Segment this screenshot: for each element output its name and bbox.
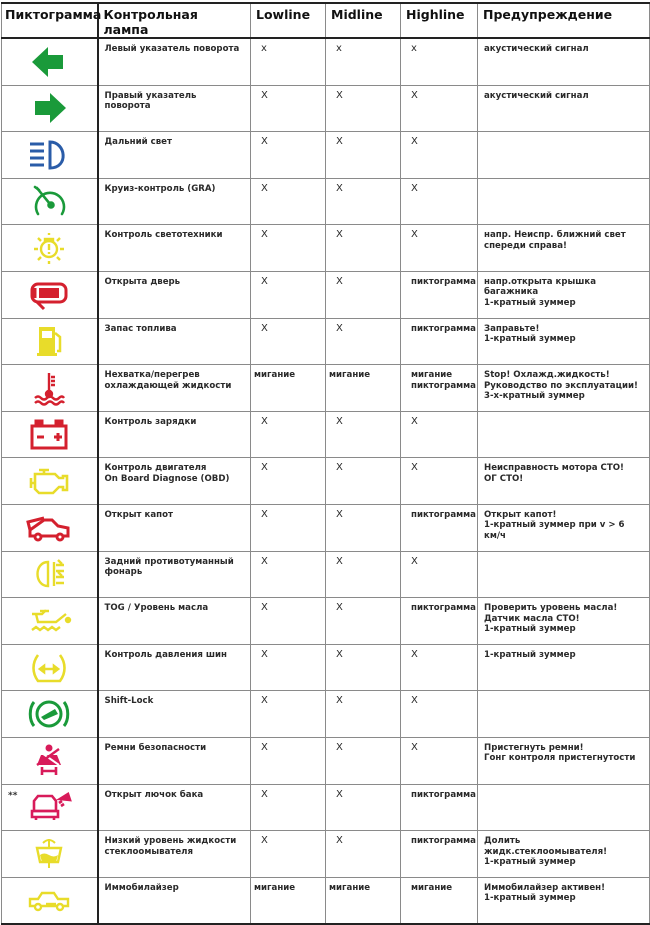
table-row [2, 271, 650, 318]
lamp-name-line: Открыта дверь [104, 276, 181, 287]
lamp-name-cell [98, 551, 251, 598]
warning-line: 1-кратный зуммер [484, 649, 576, 660]
lowline-cell: X [251, 644, 326, 691]
midline-cell: X [326, 551, 401, 598]
pictogram-cell [2, 831, 98, 878]
midline-cell: x [326, 38, 401, 85]
warning-line: спереди справа! [484, 240, 567, 251]
lowline-cell: X [251, 737, 326, 784]
lamp-name-line: Shift-Lock [104, 696, 154, 707]
table-row [2, 411, 650, 458]
warning-cell [478, 271, 650, 318]
tire-pressure-icon [2, 651, 97, 685]
oil-level-icon [2, 604, 97, 638]
table-row [2, 504, 650, 551]
warning-line: Проверить уровень масла! [484, 603, 618, 614]
coolant-temperature-icon [2, 370, 97, 406]
table-row [2, 737, 650, 784]
highline-cell: X [401, 178, 478, 225]
lamp-name-line: Открыт лючок бака [104, 789, 204, 800]
lamp-name-line: охлаждающей жидкости [104, 380, 232, 391]
lamp-name-cell [98, 458, 251, 505]
pictogram-cell [2, 877, 98, 924]
highline-cell: мигание пиктограмма [401, 365, 478, 412]
lamp-name-line: TOG / Уровень масла [104, 603, 209, 614]
table-row [2, 644, 650, 691]
table-row [2, 85, 650, 132]
warning-line: Stop! Охлажд.жидкость! [484, 370, 610, 381]
cruise-control-icon [2, 184, 97, 220]
midline-cell: X [326, 644, 401, 691]
lowline-cell: X [251, 178, 326, 225]
right-arrow-icon [2, 91, 97, 125]
highline-cell: пиктограмма [401, 831, 478, 878]
highline-cell: X [401, 411, 478, 458]
lamp-name-cell [98, 598, 251, 645]
lowline-cell: X [251, 225, 326, 272]
rear-fog-light-icon [2, 556, 97, 592]
lamp-name-cell [98, 691, 251, 738]
midline-cell: X [326, 504, 401, 551]
warning-cell [478, 318, 650, 365]
midline-cell: мигание [326, 365, 401, 412]
warning-line: напр.открыта крышка багажника [484, 276, 597, 298]
battery-icon [2, 418, 97, 452]
table-row [2, 784, 650, 831]
warning-line: Иммобилайзер активен! [484, 882, 606, 893]
warning-line: 3-х-кратный зуммер [484, 391, 585, 402]
warning-cell [478, 784, 650, 831]
lamp-name-cell [98, 504, 251, 551]
lamp-name-cell [98, 877, 251, 924]
warning-cell [478, 644, 650, 691]
pictogram-cell [2, 271, 98, 318]
warning-line: акустический сигнал [484, 44, 589, 54]
lowline-cell: X [251, 831, 326, 878]
pictogram-cell [2, 318, 98, 365]
warning-line: ОГ СТО! [484, 473, 524, 484]
pictogram-cell [2, 504, 98, 551]
lamp-name-line: Низкий уровень жидкости [104, 836, 237, 847]
lamp-name-line: Запас топлива [104, 323, 177, 334]
pictogram-cell [2, 737, 98, 784]
warning-line: 1-кратный зуммер [484, 624, 576, 635]
warning-line: 1-кратный зуммер при v > 6 км/ч [484, 520, 625, 541]
lowline-cell: X [251, 458, 326, 505]
table-row [2, 178, 650, 225]
header-warning: Предупреждение [478, 3, 650, 38]
warning-cell [478, 38, 650, 85]
highline-cell: X [401, 458, 478, 505]
highline-cell: X [401, 85, 478, 132]
shift-lock-icon [2, 696, 97, 732]
hood-open-icon [2, 512, 97, 544]
immobilizer-icon [2, 885, 97, 915]
highline-cell: пиктограмма [401, 318, 478, 365]
warning-cell [478, 877, 650, 924]
lamp-name-line: Левый указатель поворота [104, 44, 240, 54]
pictogram-cell [2, 458, 98, 505]
lamp-name-line: Ремни безопасности [104, 742, 207, 753]
warning-cell [478, 365, 650, 412]
lamp-name-line: Контроль светотехники [104, 230, 223, 241]
seat-belt-icon [2, 743, 97, 779]
lowline-cell: X [251, 85, 326, 132]
washer-fluid-icon [2, 836, 97, 872]
lamp-name-cell [98, 225, 251, 272]
lowline-cell: X [251, 504, 326, 551]
warning-line: 1-кратный зуммер [484, 893, 576, 904]
highline-cell: X [401, 691, 478, 738]
highline-cell: пиктограмма [401, 598, 478, 645]
fuel-pump-icon [2, 323, 97, 359]
highline-cell: X [401, 225, 478, 272]
midline-cell: X [326, 132, 401, 179]
warning-line: Руководство по эксплуатации! [484, 380, 638, 391]
table-row [2, 598, 650, 645]
warning-cell [478, 225, 650, 272]
footnote-marker: ** [8, 790, 18, 801]
warning-line: Неисправность мотора СТО! [484, 463, 624, 474]
high-beam-icon [2, 139, 97, 171]
pictogram-cell [2, 225, 98, 272]
table-row [2, 38, 650, 85]
midline-cell: мигание [326, 877, 401, 924]
warning-cell [478, 691, 650, 738]
lowline-cell: X [251, 318, 326, 365]
lamp-name-line: фонарь [104, 567, 143, 578]
lowline-cell: x [251, 38, 326, 85]
warning-cell [478, 178, 650, 225]
lamp-name-line: Нехватка/перегрев [104, 370, 200, 381]
warning-line: Заправьте! [484, 323, 540, 334]
table-row [2, 877, 650, 924]
table-row [2, 551, 650, 598]
midline-cell: X [326, 598, 401, 645]
lowline-cell: X [251, 784, 326, 831]
midline-cell: X [326, 691, 401, 738]
midline-cell: X [326, 225, 401, 272]
pictogram-cell [2, 38, 98, 85]
lamp-name-line: On Board Diagnose (OBD) [104, 473, 230, 484]
lamp-name-cell [98, 85, 251, 132]
highline-cell: мигание [401, 877, 478, 924]
lamp-name-cell [98, 784, 251, 831]
lamp-name-cell [98, 318, 251, 365]
door-open-icon [2, 278, 97, 312]
warning-line: Долить жидк.стеклоомывателя! [484, 836, 608, 857]
pictogram-cell [2, 178, 98, 225]
midline-cell: X [326, 831, 401, 878]
header-pictogram: Пиктограмма [2, 3, 98, 38]
lowline-cell: X [251, 551, 326, 598]
lamp-name-line: Контроль двигателя [104, 463, 207, 474]
lowline-cell: мигание [251, 877, 326, 924]
warning-cell [478, 737, 650, 784]
warning-line: напр. Неиспр. ближний свет [484, 230, 626, 241]
pictogram-cell [2, 85, 98, 132]
lowline-cell: X [251, 271, 326, 318]
warning-cell [478, 831, 650, 878]
warning-line: 1-кратный зуммер [484, 297, 576, 308]
midline-cell: X [326, 318, 401, 365]
warning-line: 1-кратный зуммер [484, 334, 576, 345]
left-arrow-icon [2, 45, 97, 79]
header-lowline: Lowline [251, 3, 326, 38]
highline-cell: пиктограмма [401, 271, 478, 318]
lowline-cell: X [251, 411, 326, 458]
warning-line: акустический сигнал [484, 90, 589, 101]
pictogram-cell [2, 644, 98, 691]
lamp-name-cell [98, 737, 251, 784]
lighting-fault-icon [2, 230, 97, 266]
lamp-name-cell [98, 644, 251, 691]
lowline-cell: X [251, 132, 326, 179]
midline-cell: X [326, 737, 401, 784]
pictogram-cell [2, 411, 98, 458]
warning-cell [478, 551, 650, 598]
table-row [2, 831, 650, 878]
warning-line: Пристегнуть ремни! [484, 742, 584, 753]
pictogram-cell [2, 784, 98, 831]
warning-line: 1-кратный зуммер [484, 857, 576, 868]
header-midline: Midline [326, 3, 401, 38]
warning-cell [478, 132, 650, 179]
lamp-name-cell [98, 365, 251, 412]
highline-cell: X [401, 551, 478, 598]
pictogram-cell [2, 551, 98, 598]
header-highline: Highline [401, 3, 478, 38]
table-row [2, 318, 650, 365]
warning-cell [478, 85, 650, 132]
lamp-name-line: Круиз-контроль (GRA) [104, 183, 216, 194]
header-row [2, 3, 650, 38]
lowline-cell: X [251, 598, 326, 645]
lamp-name-line: стеклоомывателя [104, 846, 193, 857]
midline-cell: X [326, 85, 401, 132]
lamp-name-line: Правый указатель поворота [104, 90, 197, 112]
table-row [2, 132, 650, 179]
highline-cell: X [401, 737, 478, 784]
pictogram-cell [2, 365, 98, 412]
midline-cell: X [326, 178, 401, 225]
header-lamp: Контрольная лампа [98, 3, 251, 38]
warning-cell [478, 411, 650, 458]
warning-cell [478, 598, 650, 645]
pictogram-cell [2, 691, 98, 738]
highline-cell: пиктограмма [401, 504, 478, 551]
highline-cell: пиктограмма [401, 784, 478, 831]
warning-line: Открыт капот! [484, 509, 557, 520]
lamp-name-line: Иммобилайзер [104, 882, 179, 893]
lamp-name-cell [98, 831, 251, 878]
lamp-name-line: Открыт капот [104, 509, 173, 520]
lamp-name-line: Контроль зарядки [104, 416, 197, 427]
midline-cell: X [326, 784, 401, 831]
lamp-name-line: Задний противотуманный [104, 556, 234, 567]
lowline-cell: мигание [251, 365, 326, 412]
lamp-name-cell [98, 38, 251, 85]
midline-cell: X [326, 458, 401, 505]
table-row [2, 365, 650, 412]
lamp-name-cell [98, 271, 251, 318]
warning-cell [478, 458, 650, 505]
highline-cell: x [401, 38, 478, 85]
lowline-cell: X [251, 691, 326, 738]
lamp-name-line: Дальний свет [104, 137, 172, 148]
table-row [2, 691, 650, 738]
midline-cell: X [326, 411, 401, 458]
pictogram-cell [2, 132, 98, 179]
warning-line: Гонг контроля пристегнутости [484, 753, 636, 764]
engine-check-icon [2, 464, 97, 498]
warning-line: Датчик масла СТО! [484, 613, 580, 624]
highline-cell: X [401, 132, 478, 179]
lamp-name-cell [98, 132, 251, 179]
lamp-name-cell [98, 411, 251, 458]
lamp-name-line: Контроль давления шин [104, 649, 227, 660]
table-row [2, 458, 650, 505]
warning-cell [478, 504, 650, 551]
highline-cell: X [401, 644, 478, 691]
warning-lamps-table [1, 2, 650, 925]
midline-cell: X [326, 271, 401, 318]
lamp-name-cell [98, 178, 251, 225]
table-row [2, 225, 650, 272]
pictogram-cell [2, 598, 98, 645]
